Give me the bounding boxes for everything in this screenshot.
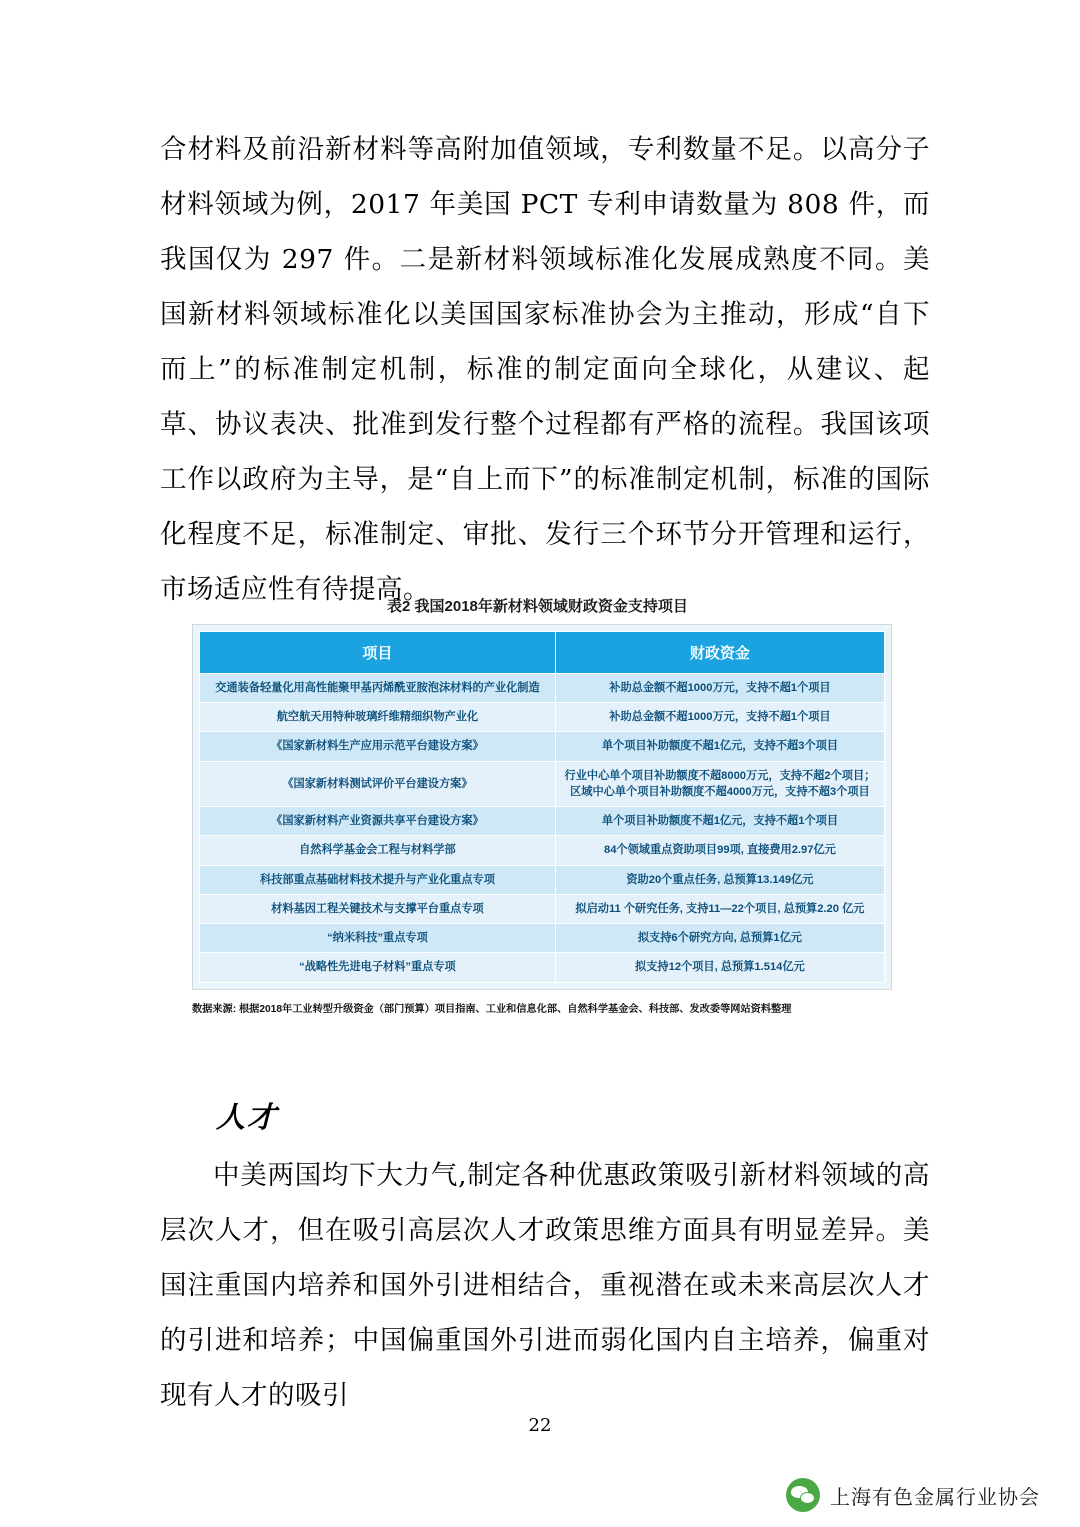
cell-funding: 拟支持12个项目, 总预算1.514亿元 <box>555 953 884 982</box>
footer-brand <box>786 1478 1040 1512</box>
figure-table2 <box>192 595 892 1015</box>
page-number: 22 <box>528 1415 552 1436</box>
table-row <box>200 865 885 894</box>
wechat-icon <box>786 1478 820 1512</box>
cell-funding: 补助总金额不超1000万元，支持不超1个项目 <box>555 674 884 703</box>
cell-funding: 拟支持6个研究方向, 总预算1亿元 <box>555 924 884 953</box>
cell-project: 《国家新材料测试评价平台建设方案》 <box>200 761 556 806</box>
table-row <box>200 924 885 953</box>
cell-project: 交通装备轻量化用高性能聚甲基丙烯酰亚胺泡沫材料的产业化制造 <box>200 674 556 703</box>
table-row <box>200 732 885 761</box>
paragraph-2: 中美两国均下大力气,制定各种优惠政策吸引新材料领域的高层次人才，但在吸引高层次人才政策思维方面具有明显差异。美国注重国内培养和国外引进相结合，重视潜在或未来高层次人才的引进和培养；中国偏重国外引进而弱化国内自主培养，偏重对现有人才的吸引 <box>160 1160 930 1411</box>
table-header-project: 项目 <box>200 632 556 674</box>
figure-source-note: 数据来源: 根据2018年工业转型升级资金（部门预算）项目指南、工业和信息化部、自然科学基金会、科技部、发改委等网站资料整理 <box>192 1003 792 1015</box>
cell-project: 《国家新材料生产应用示范平台建设方案》 <box>200 732 556 761</box>
paragraph-block-1 <box>160 122 930 617</box>
cell-funding: 资助20个重点任务, 总预算13.149亿元 <box>555 865 884 894</box>
footer-brand-label: 上海有色金属行业协会 <box>830 1486 1040 1509</box>
cell-project: 科技部重点基础材料技术提升与产业化重点专项 <box>200 865 556 894</box>
cell-project: 自然科学基金会工程与材料学部 <box>200 836 556 865</box>
cell-funding: 84个领域重点资助项目99项, 直接费用2.97亿元 <box>555 836 884 865</box>
cell-funding: 行业中心单个项目补助额度不超8000万元，支持不超2个项目；区域中心单个项目补助额度不超4000万元，支持不超3个项目 <box>555 761 884 806</box>
cell-funding: 单个项目补助额度不超1亿元，支持不超3个项目 <box>555 732 884 761</box>
cell-funding: 拟启动11 个研究任务, 支持11—22个项目, 总预算2.20 亿元 <box>555 894 884 923</box>
table-wrapper <box>192 624 892 990</box>
funding-table <box>199 631 885 983</box>
table-row <box>200 703 885 732</box>
table-row <box>200 836 885 865</box>
cell-project: 《国家新材料产业资源共享平台建设方案》 <box>200 807 556 836</box>
cell-funding: 单个项目补助额度不超1亿元，支持不超1个项目 <box>555 807 884 836</box>
table-header-row <box>200 632 885 674</box>
cell-funding: 补助总金额不超1000万元，支持不超1个项目 <box>555 703 884 732</box>
paragraph-block-2 <box>160 1148 930 1423</box>
table-row <box>200 761 885 806</box>
cell-project: “纳米科技”重点专项 <box>200 924 556 953</box>
paragraph-1: 合材料及前沿新材料等高附加值领域，专利数量不足。以高分子材料领域为例，2017 年美国 PCT 专利申请数量为 808 件，而我国仅为 297 件。二是新材料领域标准化发展成熟度不同。美国新材料领域标准化以美国国家标准协会为主推动，形成“自下而上”的标准制定机制，标准的制定面向全球化，从建议、起草、协议表决、批准到发行整个过程都有严格的流程。我国该项工作以政府为主导，是“自上而下”的标准制定机制，标准的国际化程度不足，标准制定、审批、发行三个环节分开管理和运行，市场适应性有待提高。 <box>160 134 930 605</box>
table-header-funding: 财政资金 <box>555 632 884 674</box>
table-row <box>200 674 885 703</box>
table-row <box>200 953 885 982</box>
table-row <box>200 894 885 923</box>
section-heading-talent: 人才 <box>216 1100 279 1134</box>
figure-title: 表2 我国2018年新材料领域财政资金支持项目 <box>387 598 688 615</box>
cell-project: 航空航天用特种玻璃纤维精细织物产业化 <box>200 703 556 732</box>
table-row <box>200 807 885 836</box>
cell-project: “战略性先进电子材料”重点专项 <box>200 953 556 982</box>
cell-project: 材料基因工程关键技术与支撑平台重点专项 <box>200 894 556 923</box>
